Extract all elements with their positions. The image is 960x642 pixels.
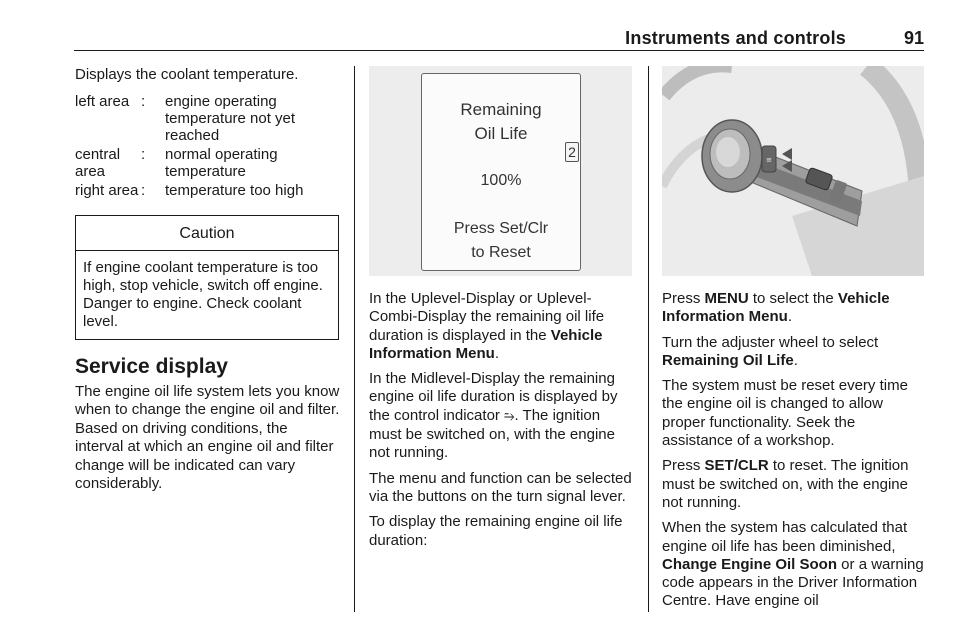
display-line: Press Set/Clr <box>453 220 549 237</box>
text: . <box>494 344 499 362</box>
definition-row <box>75 182 340 201</box>
definition-separator: : <box>141 92 146 110</box>
paragraph <box>662 334 924 371</box>
caution-heading: Caution <box>76 216 338 251</box>
svg-text:≡: ≡ <box>766 156 772 164</box>
column-divider <box>354 66 355 612</box>
oil-change-indicator-icon: ⥲ <box>504 408 515 424</box>
definition-desc: engine operating temperature not yet reached <box>165 92 296 144</box>
display-screen <box>421 73 581 271</box>
definition-term: left area <box>75 92 130 110</box>
emphasis: Vehicle Information Menu <box>662 290 890 326</box>
text: . <box>787 308 792 326</box>
column-middle <box>369 66 634 557</box>
emphasis: Change Engine Oil Soon <box>662 555 838 573</box>
display-line: Remaining <box>460 100 542 119</box>
definition-table <box>75 93 340 201</box>
definition-term: central area <box>75 145 121 180</box>
paragraph <box>662 290 924 327</box>
paragraph: To display the remaining engine oil life duration: <box>369 513 623 549</box>
definition-separator: : <box>141 145 146 163</box>
emphasis: Remaining Oil Life <box>662 351 794 369</box>
definition-desc: normal operating temperature <box>165 145 278 180</box>
text: When the system has calculated that engine oil life has been diminished, <box>662 519 908 555</box>
emphasis: MENU <box>704 290 749 307</box>
page-header <box>74 28 924 51</box>
text: In the Uplevel-Display or Uplevel-Combi-Display the remaining oil life duration is displayed in the <box>369 290 605 344</box>
text: Turn the adjuster wheel to select <box>662 333 879 351</box>
column-right <box>662 66 924 618</box>
display-line: Oil Life <box>474 124 528 143</box>
section-title: Service display <box>75 354 228 378</box>
paragraph <box>662 519 924 610</box>
caution-body: If engine coolant temperature is too high, stop vehicle, switch off engine. Danger to engine. Check coolant level. <box>83 258 323 330</box>
figure-callout: 2 <box>565 142 579 162</box>
section-body: The engine oil life system lets you know when to change the engine oil and filter. Based on driving conditions, the interval at which an engine oil and filter change will be indicated can vary considerably. <box>75 382 340 492</box>
caution-box <box>75 215 339 340</box>
display-line: to Reset <box>471 244 531 261</box>
definition-desc: temperature too high <box>165 181 304 199</box>
text: Press <box>662 457 705 475</box>
emphasis: Vehicle Information Menu <box>369 326 603 362</box>
definition-term: right area <box>75 181 139 199</box>
text: to select the <box>748 290 838 307</box>
paragraph: The system must be reset every time the engine oil is changed to allow proper functionality. Seek the assistance of a workshop. <box>662 377 908 450</box>
text: or a warning code appears in the Driver Information Centre. Have engine oil <box>662 555 924 610</box>
intro-text: Displays the coolant temperature. <box>75 66 299 83</box>
paragraph <box>369 370 634 462</box>
paragraph: The menu and function can be selected via the buttons on the turn signal lever. <box>369 469 632 505</box>
definition-separator: : <box>141 181 146 199</box>
column-divider <box>648 66 649 612</box>
chapter-title: Instruments and controls <box>625 28 846 48</box>
emphasis: SET/CLR <box>704 457 769 475</box>
column-left <box>75 66 340 494</box>
text: . <box>793 351 798 369</box>
text: Press <box>662 290 705 307</box>
text: to reset. The ignition must be switched on, with the engine not running. <box>662 457 909 511</box>
definition-row <box>75 146 340 182</box>
definition-row <box>75 93 340 146</box>
turn-signal-lever-figure <box>662 66 924 276</box>
text: In the Midlevel-Display the remaining engine oil life duration is displayed by the control indicator <box>369 370 618 424</box>
turn-signal-lever-illustration <box>662 66 924 276</box>
oil-life-display-figure <box>369 66 632 276</box>
text: . The ignition must be switched on, with the engine not running. <box>369 406 615 462</box>
display-percentage: 100% <box>480 172 522 189</box>
page-number: 91 <box>903 28 924 48</box>
paragraph <box>662 457 924 512</box>
paragraph <box>369 290 634 363</box>
